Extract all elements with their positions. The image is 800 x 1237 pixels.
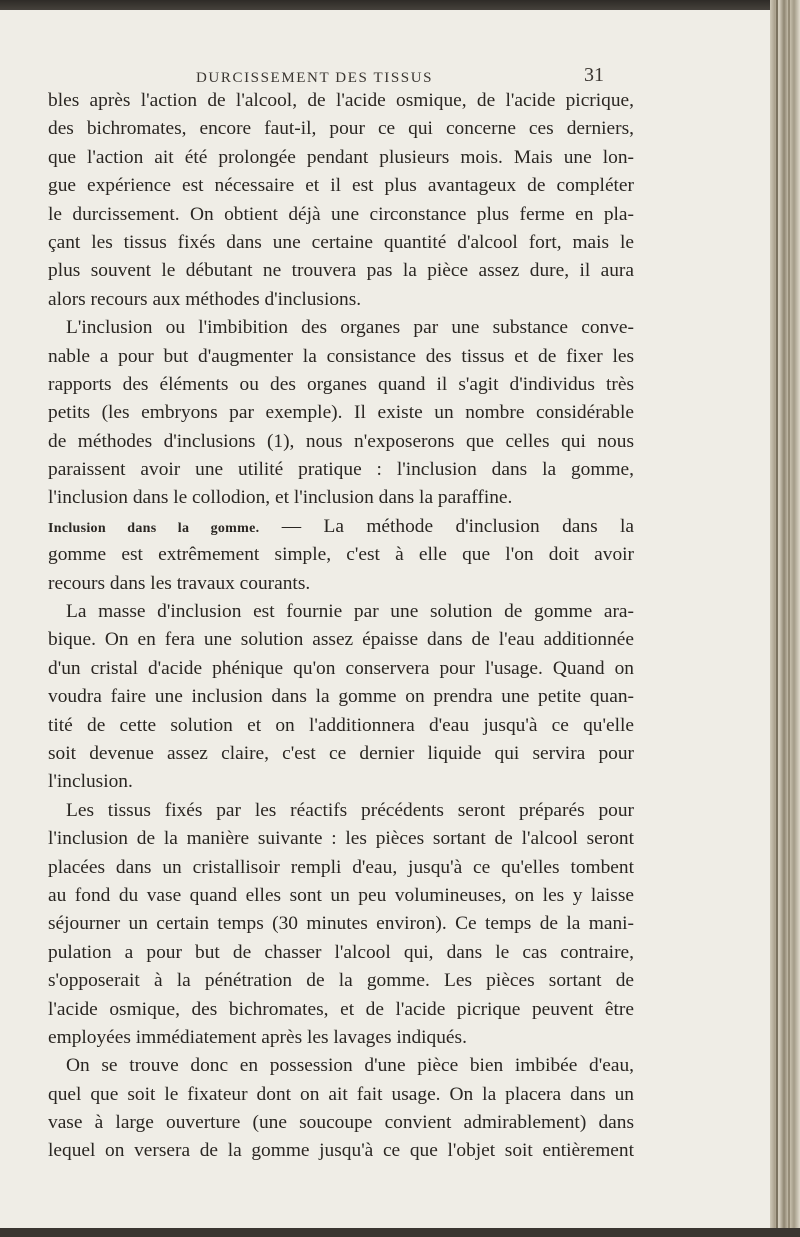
text-line: de méthodes d'inclusions (1), nous n'exposerons que celles qui nous (48, 430, 634, 452)
text-line: séjourner un certain temps (30 minutes environ). Ce temps de la mani- (48, 913, 634, 935)
running-title: DURCISSEMENT DES TISSUS (196, 70, 434, 86)
text-line: au fond du vase quand elles sont un peu volumineuses, on les y laisse (48, 884, 634, 906)
page-edge-stack (770, 0, 800, 1237)
text-line: l'inclusion de la manière suivante : les pièces sortant de l'alcool seront (48, 828, 634, 850)
text-line: paraissent avoir une utilité pratique : l'inclusion dans la gomme, (48, 459, 634, 481)
text-line: quel que soit le fixateur dont on ait fait usage. On la placera dans un (48, 1083, 634, 1105)
text-line: l'acide osmique, des bichromates, et de l'acide picrique peuvent être (48, 998, 634, 1020)
text-line: vase à large ouverture (une soucoupe convient admirablement) dans (48, 1112, 634, 1134)
text-line: lequel on versera de la gomme jusqu'à ce que l'objet soit entièrement (48, 1140, 634, 1162)
text-line: rapports des éléments ou des organes quand il s'agit d'individus très (48, 373, 634, 395)
text-line: placées dans un cristallisoir rempli d'eau, jusqu'à ce qu'elles tombent (48, 856, 634, 878)
text-line: On se trouve donc en possession d'une pièce bien imbibée d'eau, (66, 1055, 634, 1077)
text-line: recours dans les travaux courants. (48, 572, 311, 594)
text-line: pulation a pour but de chasser l'alcool qui, dans le cas contraire, (48, 941, 634, 963)
page-edge-line (788, 0, 790, 1237)
text-line: l'inclusion. (48, 771, 133, 793)
text-line: çant les tissus fixés dans une certaine quantité d'alcool fort, mais le (48, 231, 634, 253)
text-line-with-heading (48, 513, 634, 541)
text-line: bique. On en fera une solution assez épaisse dans de l'eau additionnée (48, 629, 634, 651)
text-line: le durcissement. On obtient déjà une circonstance plus ferme en pla- (48, 203, 634, 225)
text-line: alors recours aux méthodes d'inclusions. (48, 288, 362, 310)
body-text (48, 87, 634, 1166)
text-line: Les tissus fixés par les réactifs précédents seront préparés pour (66, 799, 634, 821)
text-line: soit devenue assez claire, c'est ce dernier liquide qui servira pour (48, 742, 634, 764)
text-line: l'inclusion dans le collodion, et l'inclusion dans la paraffine. (48, 487, 513, 509)
text-line: La masse d'inclusion est fournie par une solution de gomme ara- (66, 601, 634, 623)
text-line: nable a pour but d'augmenter la consistance des tissus et de fixer les (48, 345, 634, 367)
text-line: gomme est extrêmement simple, c'est à elle que l'on doit avoir (48, 544, 634, 566)
scan-bottom-border (0, 1228, 800, 1237)
text-line: que l'action ait été prolongée pendant plusieurs mois. Mais une lon- (48, 146, 634, 168)
text-line: plus souvent le débutant ne trouvera pas la pièce assez dure, il aura (48, 260, 634, 282)
text-line: employées immédiatement après les lavages indiqués. (48, 1026, 467, 1048)
text-line: — La méthode d'inclusion dans la (281, 515, 634, 537)
text-line: voudra faire une inclusion dans la gomme on prendra une petite quan- (48, 686, 634, 708)
text-line: s'opposerait à la pénétration de la gomme. Les pièces sortant de (48, 970, 634, 992)
text-line: petits (les embryons par exemple). Il existe un nombre considérable (48, 402, 634, 424)
page-number: 31 (584, 64, 604, 86)
text-line: tité de cette solution et on l'additionnera d'eau jusqu'à ce qu'elle (48, 714, 634, 736)
page-edge-line (776, 0, 778, 1237)
text-line: des bichromates, encore faut-il, pour ce qui concerne ces derniers, (48, 118, 634, 140)
text-line: bles après l'action de l'alcool, de l'acide osmique, de l'acide picrique, (48, 90, 634, 111)
text-line: gue expérience est nécessaire et il est plus avantageux de compléter (48, 175, 634, 197)
section-heading: Inclusion dans la gomme. (48, 520, 260, 536)
text-line: L'inclusion ou l'imbibition des organes par une substance conve- (66, 317, 634, 339)
text-line: d'un cristal d'acide phénique qu'on conservera pour l'usage. Quand on (48, 657, 634, 679)
